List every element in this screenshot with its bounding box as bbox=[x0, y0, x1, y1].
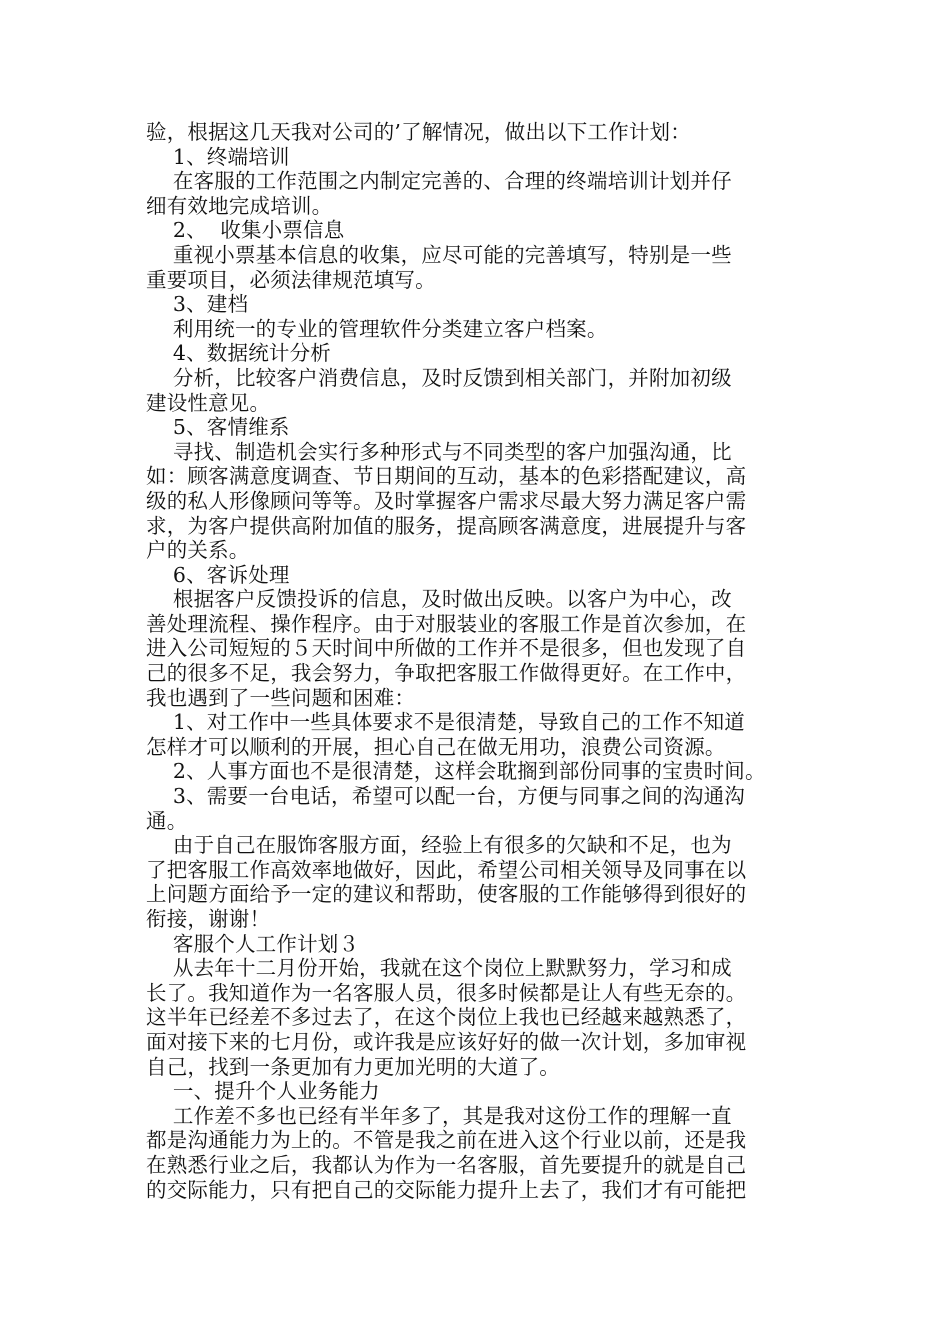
text-line: 6、客诉处理 bbox=[146, 562, 290, 587]
text-line: 求，为客户提供高附加值的服务，提高顾客满意度，进展提升与客 bbox=[146, 513, 747, 538]
text-line: 5、客情维系 bbox=[146, 415, 290, 440]
text-line: 分析，比较客户消费信息，及时反馈到相关部门，并附加初级 bbox=[146, 365, 732, 390]
text-line: 如：顾客满意度调查、节日期间的互动，基本的色彩搭配建议，高 bbox=[146, 464, 747, 489]
text-line: 这半年已经差不多过去了，在这个岗位上我也已经越来越熟悉了， bbox=[146, 1005, 747, 1030]
text-line: 利用统一的专业的管理软件分类建立客户档案。 bbox=[146, 316, 608, 341]
text-line: 1、终端培训 bbox=[146, 144, 290, 169]
text-line: 户的关系。 bbox=[146, 538, 250, 563]
text-line: 3、建档 bbox=[146, 292, 249, 317]
text-line: 级的私人形像顾问等等。及时掌握客户需求尽最大努力满足客户需 bbox=[146, 488, 747, 513]
text-line: 细有效地完成培训。 bbox=[146, 193, 333, 218]
text-line: 通。 bbox=[146, 808, 188, 833]
text-line: 重视小票基本信息的收集，应尽可能的完善填写，特别是一些 bbox=[146, 242, 732, 267]
text-line: 上问题方面给予一定的建议和帮助，使客服的工作能够得到很好的 bbox=[146, 882, 747, 907]
text-line: 衔接，谢谢！ bbox=[146, 907, 271, 931]
text-line: 在客服的工作范围之内制定完善的、合理的终端培训计划并仔 bbox=[146, 169, 732, 194]
text-line: 怎样才可以顺利的开展，担心自己在做无用功，浪费公司资源。 bbox=[146, 734, 726, 759]
text-line: 2、人事方面也不是很清楚，这样会耽搁到部份同事的宝贵时间。 bbox=[146, 759, 766, 784]
text-line: 己的很多不足，我会努力，争取把客服工作做得更好。在工作中， bbox=[146, 661, 747, 686]
text-line: 我也遇到了一些问题和困难： bbox=[146, 685, 416, 710]
text-line: 2、 收集小票信息 bbox=[146, 218, 345, 243]
text-line: 4、数据统计分析 bbox=[146, 341, 332, 366]
text-line: 在熟悉行业之后，我都认为作为一名客服，首先要提升的就是自己 bbox=[146, 1152, 747, 1177]
text-line: 从去年十二月份开始，我就在这个岗位上默默努力，学习和成 bbox=[146, 956, 732, 981]
text-line: 的交际能力，只有把自己的交际能力提升上去了，我们才有可能把 bbox=[146, 1177, 747, 1202]
text-line: 面对接下来的七月份，或许我是应该好好的做一次计划，多加审视 bbox=[146, 1029, 747, 1054]
text-line: 善处理流程、操作程序。由于对服装业的客服工作是首次参加，在 bbox=[146, 611, 747, 636]
text-line: 进入公司短短的５天时间中所做的工作并不是很多，但也发现了自 bbox=[146, 636, 747, 661]
document-body bbox=[146, 120, 810, 1202]
text-line: 都是沟通能力为上的。不管是我之前在进入这个行业以前，还是我 bbox=[146, 1128, 747, 1153]
text-line: 长了。我知道作为一名客服人员，很多时候都是让人有些无奈的。 bbox=[146, 980, 747, 1005]
text-line: 寻找、制造机会实行多种形式与不同类型的客户加强沟通，比 bbox=[146, 439, 732, 464]
text-line: 验，根据这几天我对公司的’了解情况，做出以下工作计划： bbox=[146, 120, 691, 144]
text-line: 客服个人工作计划３ bbox=[146, 931, 360, 956]
text-line: 工作差不多也已经有半年多了，其是我对这份工作的理解一直 bbox=[146, 1103, 732, 1128]
text-line: 根据客户反馈投诉的信息，及时做出反映。以客户为中心，改 bbox=[146, 587, 732, 612]
text-line: 重要项目，必须法律规范填写。 bbox=[146, 267, 436, 292]
text-line: 了把客服工作高效率地做好，因此，希望公司相关领导及同事在以 bbox=[146, 857, 747, 882]
text-line: 1、对工作中一些具体要求不是很清楚，导致自己的工作不知道 bbox=[146, 710, 746, 735]
text-line: 建设性意见。 bbox=[146, 390, 271, 415]
text-line: 自己，找到一条更加有力更加光明的大道了。 bbox=[146, 1054, 560, 1079]
text-line: 3、需要一台电话，希望可以配一台，方便与同事之间的沟通沟 bbox=[146, 784, 746, 809]
text-line: 由于自己在服饰客服方面，经验上有很多的欠缺和不足，也为 bbox=[146, 833, 732, 858]
text-line: 一、提升个人业务能力 bbox=[146, 1079, 380, 1104]
